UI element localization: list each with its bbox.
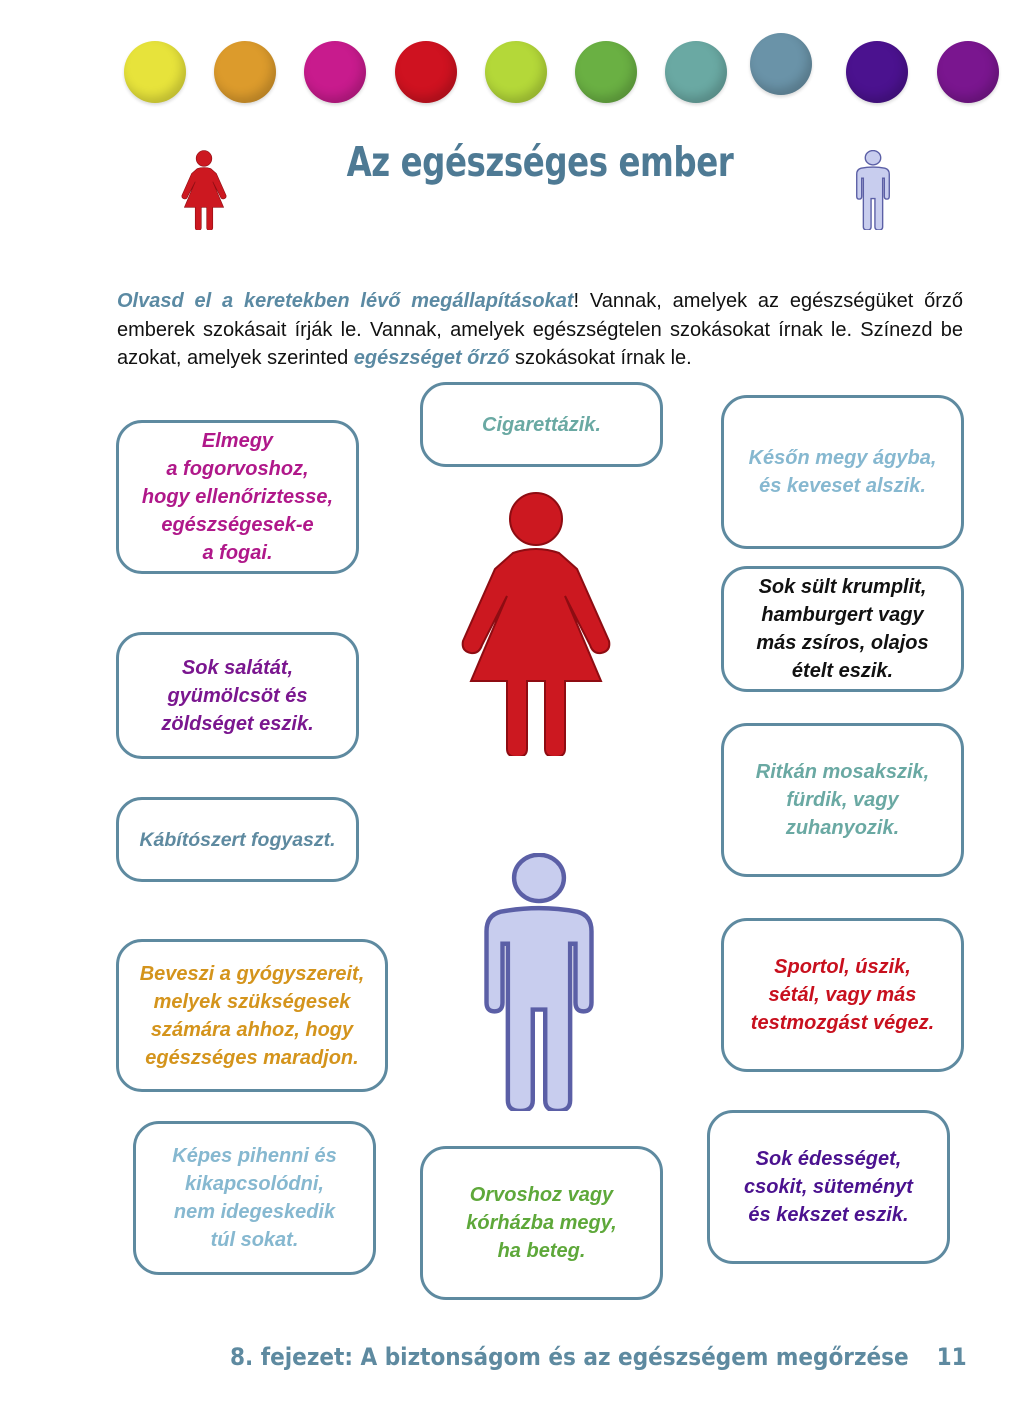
chapter-title: 8. fejezet: A biztonságom és az egészségem megőrzése — [230, 1343, 909, 1371]
page-footer — [230, 1343, 965, 1371]
statement-box[interactable]: Sok salátát, gyümölcsöt és zöldséget eszik. — [116, 632, 359, 759]
color-dot — [485, 41, 547, 103]
statement-box[interactable]: Sok édességet, csokit, süteményt és kekszet eszik. — [707, 1110, 950, 1264]
statement-box[interactable]: Sok sült krumplit, hamburgert vagy más zsíros, olajos ételt eszik. — [721, 566, 964, 692]
page-title: Az egészséges ember — [346, 138, 734, 186]
female-figure — [461, 491, 611, 756]
instruction-emphasis: egészséget őrző — [353, 347, 510, 369]
statement-box[interactable]: Cigarettázik. — [420, 382, 663, 467]
color-dot — [665, 41, 727, 103]
color-dot — [124, 41, 186, 103]
statement-box[interactable]: Kábítószert fogyaszt. — [116, 797, 359, 882]
statement-box[interactable]: Későn megy ágyba, és keveset alszik. — [721, 395, 964, 549]
page-number: 11 — [936, 1343, 967, 1371]
color-dot — [395, 41, 457, 103]
instruction-text: ! Vannak, amelyek az egészségüket őrző emberek szokásait írják le. Vannak, amelyek egészségtelen szokásokat írnak le. Színezd be azokat, amelyek szerinted — [117, 290, 963, 369]
statement-box[interactable]: Képes pihenni és kikapcsolódni, nem idegeskedik túl sokat. — [133, 1121, 376, 1275]
male-figure-icon — [855, 150, 891, 230]
color-dot — [937, 41, 999, 103]
color-dot — [846, 41, 908, 103]
instruction-text: szokásokat írnak le. — [509, 347, 692, 369]
statement-box[interactable]: Beveszi a gyógyszereit, melyek szükségesek számára ahhoz, hogy egészséges maradjon. — [116, 939, 388, 1092]
statement-box[interactable]: Elmegy a fogorvoshoz, hogy ellenőriztesse, egészségesek-e a fogai. — [116, 420, 359, 574]
female-figure-icon — [178, 150, 230, 230]
instructions-paragraph — [117, 287, 963, 373]
color-dot — [304, 41, 366, 103]
color-dot — [214, 41, 276, 103]
instruction-emphasis: Olvasd el a keretekben lévő megállapításokat — [117, 290, 574, 312]
color-dot-selected — [750, 33, 812, 95]
statement-box[interactable]: Sportol, úszik, sétál, vagy más testmozgást végez. — [721, 918, 964, 1072]
statement-box[interactable]: Ritkán mosakszik, fürdik, vagy zuhanyozik. — [721, 723, 964, 877]
color-dot — [575, 41, 637, 103]
statement-box[interactable]: Orvoshoz vagy kórházba megy, ha beteg. — [420, 1146, 663, 1300]
male-figure — [474, 853, 604, 1111]
